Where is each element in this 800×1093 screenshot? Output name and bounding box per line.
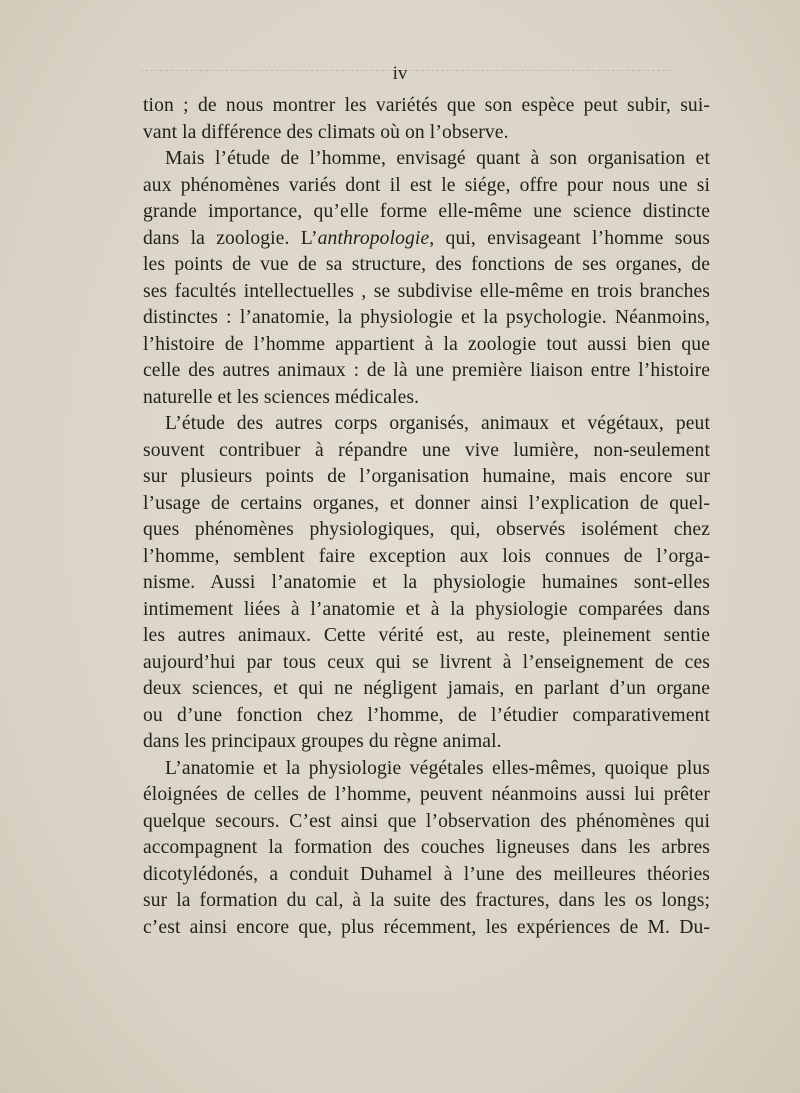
text-line: tion ; de nous montrer les variétés que son espèce peut subir, sui- (143, 95, 710, 116)
text-line: sur plusieurs points de l’organisation humaine, mais encore sur (143, 466, 710, 487)
page-number: iv (392, 63, 408, 84)
text-line: grande importance, qu’elle forme elle-même une science distincte (143, 201, 710, 222)
text-line: dans les principaux groupes du règne animal. (143, 731, 502, 752)
text-line: deux sciences, et qui ne négligent jamais, en parlant d’un organe (143, 678, 710, 699)
text-line: ou d’une fonction chez l’homme, de l’étudier comparativement (143, 704, 710, 726)
text-line: L’anatomie et la physiologie végétales elles-mêmes, quoique plus (165, 757, 710, 779)
text-line: l’usage de certains organes, et donner ainsi l’explication de quel- (143, 492, 710, 514)
text-line: celle des autres animaux : de là une première liaison entre l’histoire (143, 360, 710, 381)
text-segment: , qui, envisageant l’homme sous (429, 227, 710, 249)
body-text (143, 93, 710, 941)
text-line: l’homme, semblent faire exception aux lois connues de l’orga- (143, 545, 710, 567)
text-line: nisme. Aussi l’anatomie et la physiologie humaines sont-elles (143, 572, 710, 593)
text-line: distinctes : l’anatomie, la physiologie et la psychologie. Néanmoins, (143, 307, 710, 328)
text-line: ses facultés intellectuelles , se subdivise elle-même en trois branches (143, 280, 710, 302)
text-line: L’étude des autres corps organisés, animaux et végétaux, peut (165, 413, 710, 434)
text-line: Mais l’étude de l’homme, envisagé quant à son organisation et (165, 148, 710, 169)
text-line: les autres animaux. Cette vérité est, au reste, pleinement sentie (143, 625, 710, 646)
italic-term: anthropologie (317, 227, 430, 249)
text-line: c’est ainsi encore que, plus récemment, les expériences de M. Du- (143, 916, 710, 938)
text-line: quelque secours. C’est ainsi que l’observation des phénomènes qui (143, 810, 710, 832)
text-line: souvent contribuer à répandre une vive lumière, non-seulement (143, 439, 710, 461)
text-line-anthropologie (143, 226, 710, 253)
text-line: l’histoire de l’homme appartient à la zoologie tout aussi bien que (143, 333, 710, 355)
text-line: aujourd’hui par tous ceux qui se livrent à l’enseignement de ces (143, 651, 710, 673)
text-line: intimement liées à l’anatomie et à la physiologie comparées dans (143, 598, 710, 620)
text-line: dicotylédonés, a conduit Duhamel à l’une des meilleures théories (143, 863, 710, 885)
text-line: accompagnent la formation des couches ligneuses dans les arbres (143, 837, 710, 858)
text-line: aux phénomènes variés dont il est le siége, offre pour nous une si (143, 174, 710, 196)
text-line: sur la formation du cal, à la suite des fractures, dans les os longs; (143, 890, 710, 911)
text-segment: dans la zoologie. L’ (143, 227, 318, 249)
text-line: vant la différence des climats où on l’observe. (143, 121, 509, 143)
text-line: les points de vue de sa structure, des fonctions de ses organes, de (143, 254, 710, 275)
text-line: naturelle et les sciences médicales. (143, 386, 420, 408)
text-line: éloignées de celles de l’homme, peuvent néanmoins aussi lui prêter (143, 784, 710, 805)
text-line: ques phénomènes physiologiques, qui, observés isolément chez (143, 519, 710, 540)
